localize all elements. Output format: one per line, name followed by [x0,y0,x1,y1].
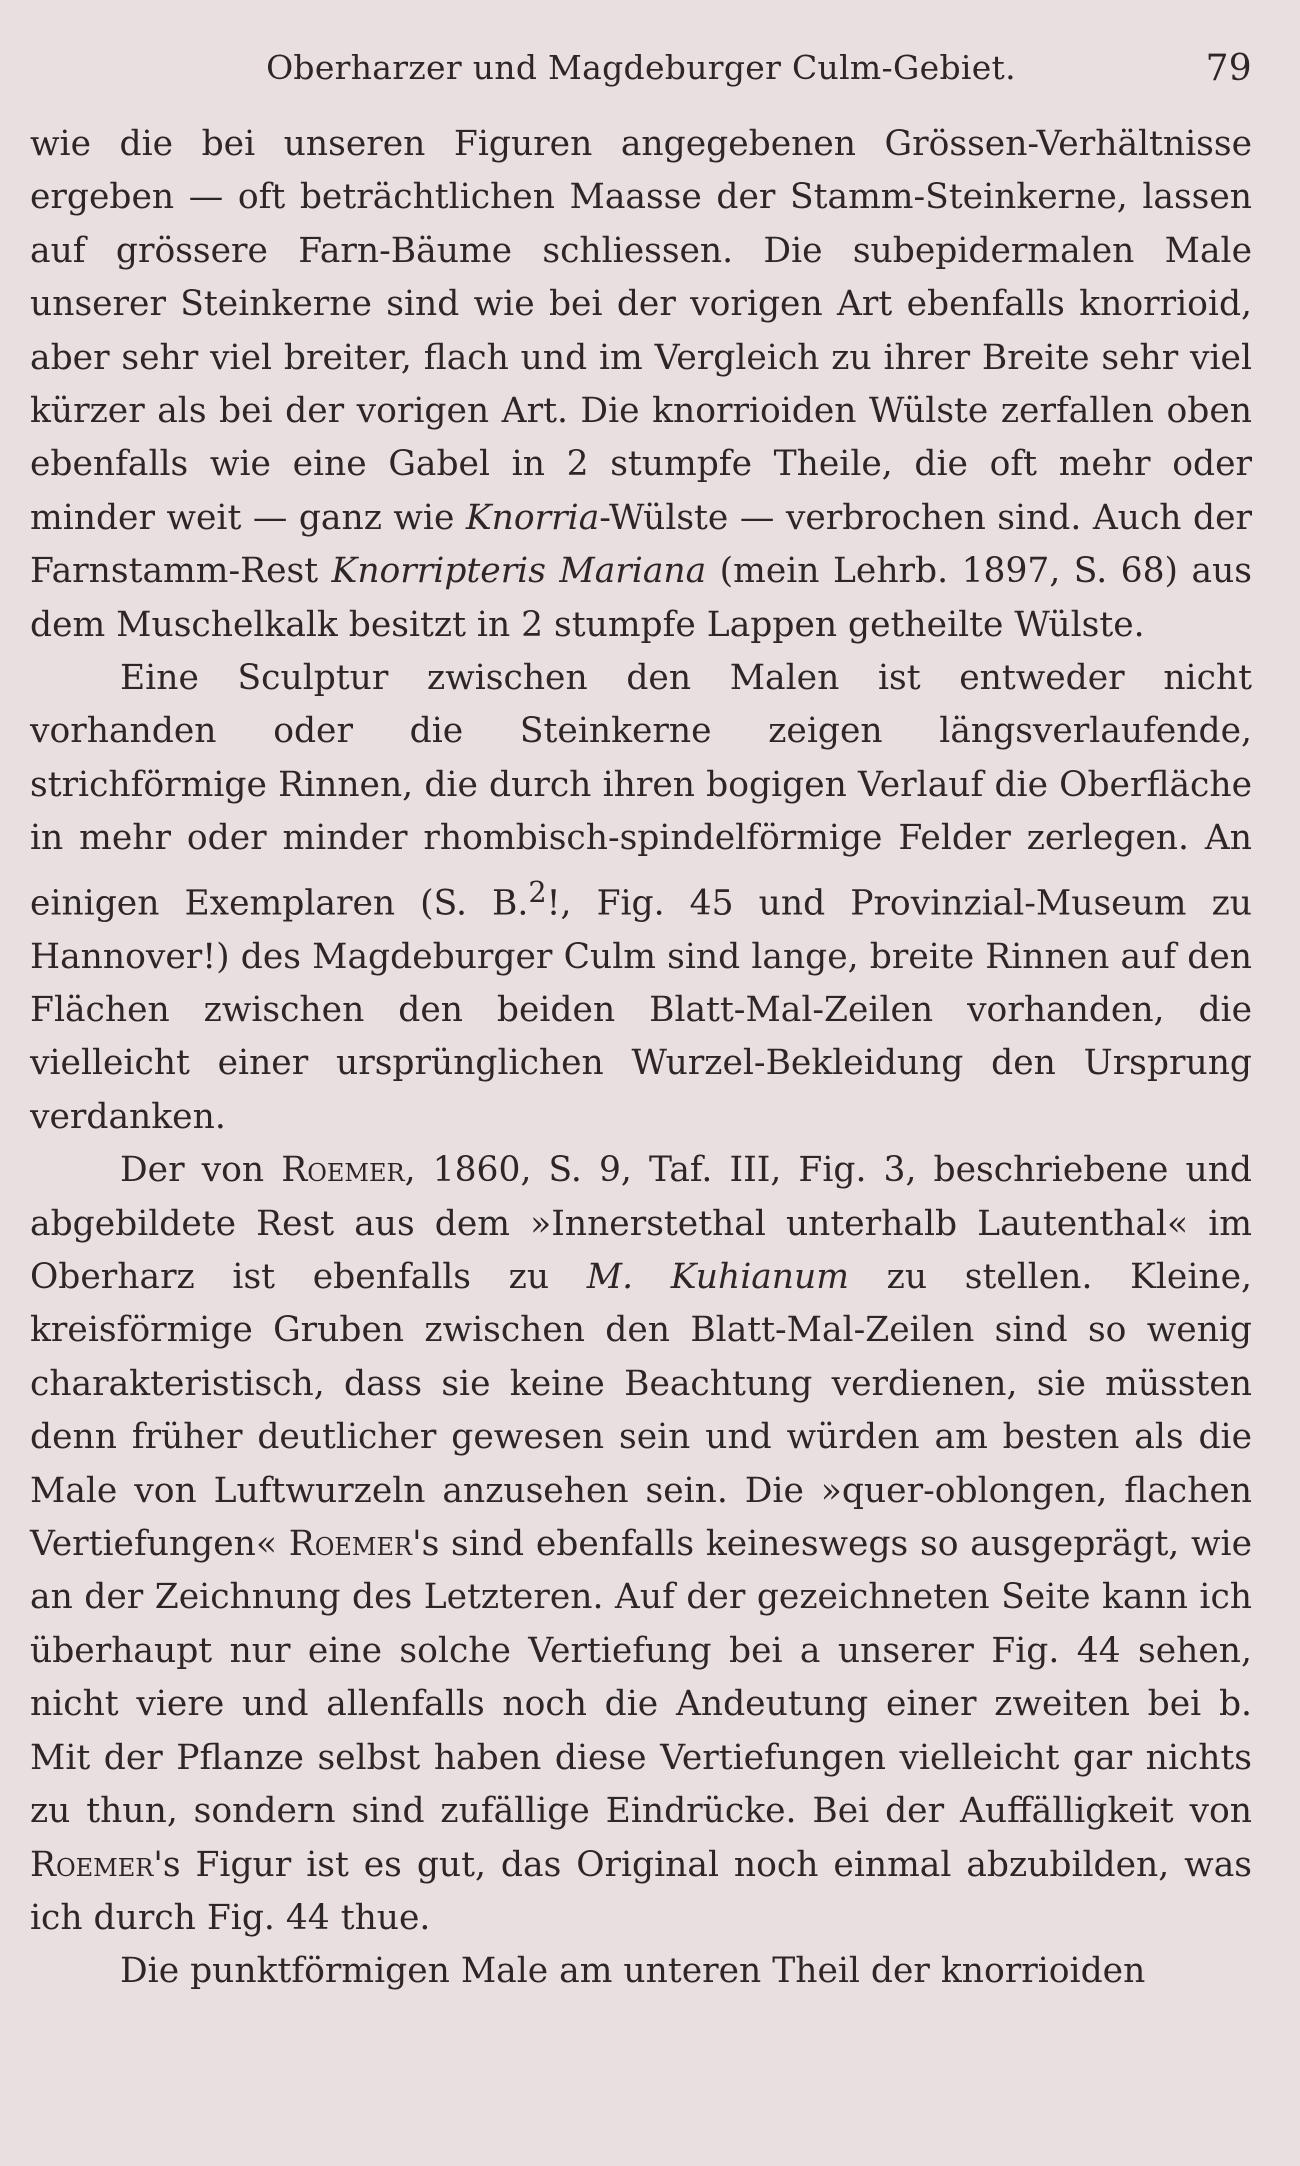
author-name: Roemer [30,1844,154,1885]
text-run: wie die bei unseren Figuren angegebenen Grössen-Verhältnisse ergeben — oft beträchtlichen Maasse der Stamm-Steinkerne, lassen auf grössere Farn-Bäume schliessen. Die subepidermalen Male unserer Steinkerne sind wie bei der vorigen Art ebenfalls knorrioid, aber sehr viel breiter, flach und im Vergleich zu ihrer Breite sehr viel kürzer als bei der vorigen Art. Die knorrioiden Wülste zerfallen oben ebenfalls wie eine Gabel in 2 stumpfe Theile, die oft mehr oder minder weit — ganz wie [30,124,1252,538]
text-run: -Wülste — verbrochen sind. Auch der Farnstamm-Rest [30,497,1253,592]
text-run: 's sind ebenfalls keineswegs so ausgeprägt, wie an der Zeichnung des Letzteren. Auf der gezeichneten Seite kann ich überhaupt nur eine solche Vertiefung bei a unserer Fig. 44 sehen, nicht viere und allenfalls noch die Andeutung einer zweiten bei b. Mit der Pflanze selbst haben diese Vertiefungen vielleicht gar nichts zu thun, sondern sind zufällige Eindrücke. Bei der Auffälligkeit von [30,1524,1252,1832]
running-title: Oberharzer und Magdeburger Culm-Gebiet. [266,48,1016,87]
taxon-name: M. Kuhianum [586,1257,849,1298]
book-page [30,40,1252,1999]
paragraph-2 [30,652,1252,1144]
text-run: !, Fig. 45 und Provinzial-Museum zu Hannover!) des Magdeburger Culm sind lange, breite Rinnen auf den Flächen zwischen den beiden Blatt-Mal-Zeilen vorhanden, die vielleicht einer ursprünglichen Wurzel-Bekleidung den Ursprung verdanken. [30,883,1252,1137]
text-run: Eine Sculptur zwischen den Malen ist entweder nicht vorhanden oder die Steinkerne zeigen längsverlaufende, strichförmige Rinnen, die durch ihren bogigen Verlauf die Oberfläche in mehr oder minder rhombisch-spindelförmige Felder zerlegen. An einigen Exemplaren (S. B. [30,658,1252,924]
page-number: 79 [1205,48,1252,89]
text-run: Der von [120,1150,282,1191]
superscript: 2 [528,874,547,909]
paragraph-4 [30,1945,1252,1998]
taxon-name: Knorria [465,497,600,538]
text-run: Die punktförmigen Male am unteren Theil der knorrioiden [120,1951,1146,1992]
author-name: Roemer [288,1524,413,1565]
paragraph-1 [30,118,1252,652]
text-run: 's Figur ist es gut, das Original noch einmal abzubilden, was ich durch Fig. 44 thue. [30,1844,1252,1938]
running-header [30,40,1252,100]
taxon-name: Knorripteris Mariana [331,551,707,592]
text-run: (mein Lehrb. 1897, S. 68) aus dem Muschelkalk besitzt in 2 stumpfe Lappen getheilte Wülste. [30,551,1252,645]
author-name: Roemer [281,1150,405,1191]
text-run: , 1860, S. 9, Taf. III, Fig. 3, beschriebene und abgebildete Rest aus dem »Innerstethal unterhalb Lautenthal« im Oberharz ist ebenfalls zu [30,1150,1253,1298]
paragraph-3 [30,1144,1252,1945]
text-run: zu stellen. Kleine, kreisförmige Gruben zwischen den Blatt-Mal-Zeilen sind so wenig charakteristisch, dass sie keine Beachtung verdienen, sie müssten denn früher deutlicher gewesen sein und würden am besten als die Male von Luftwurzeln anzusehen sein. Die »quer-oblongen, flachen Vertiefungen« [30,1257,1252,1565]
body-text [30,118,1252,1999]
